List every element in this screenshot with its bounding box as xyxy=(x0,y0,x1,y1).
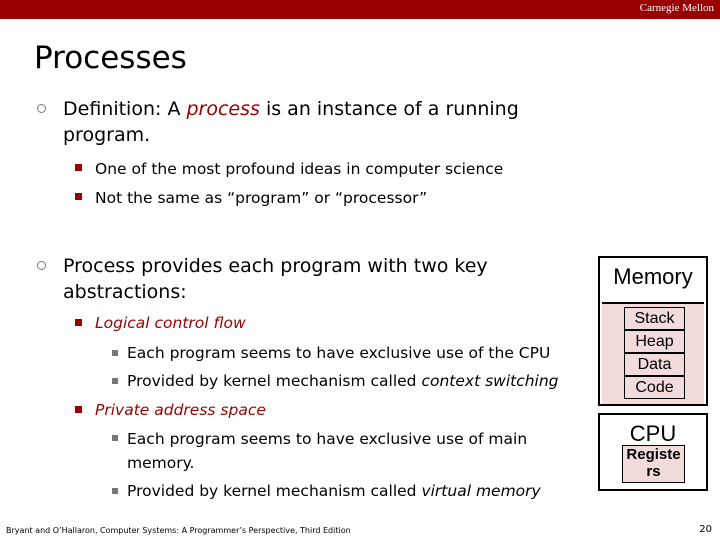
definition-suffix: is an instance of a running program. xyxy=(63,98,519,146)
bullet-ring-icon xyxy=(37,104,46,113)
definition-sub-2: Not the same as “program” or “processor” xyxy=(95,189,428,207)
logical-control-flow-label: Logical control flow xyxy=(95,314,246,332)
square-bullet-icon xyxy=(75,319,82,326)
bullet-definition xyxy=(63,96,563,148)
header-bar xyxy=(0,0,720,19)
square-bullet-icon xyxy=(75,193,82,200)
slide-title: Processes xyxy=(34,40,187,76)
address-space-area xyxy=(602,302,704,404)
cpu-box xyxy=(598,413,708,491)
small-square-bullet-icon xyxy=(112,435,118,441)
page-number: 20 xyxy=(699,524,712,535)
small-square-bullet-icon xyxy=(112,378,118,384)
definition-prefix: Definition: A xyxy=(63,98,187,120)
address-space-item-2-text: Provided by kernel mechanism called xyxy=(127,482,422,500)
control-flow-item-2 xyxy=(127,369,559,393)
memory-box xyxy=(598,256,708,406)
address-space-item-1 xyxy=(127,427,557,475)
small-square-bullet-icon xyxy=(112,350,118,356)
private-address-space-label: Private address space xyxy=(95,401,266,419)
code-segment: Code xyxy=(624,376,685,399)
cpu-label: CPU xyxy=(629,421,677,446)
control-flow-item-2-emph: context switching xyxy=(421,372,559,390)
footer-citation: Bryant and O’Hallaron, Computer Systems: A Programmer’s Perspective, Third Edition xyxy=(6,526,351,535)
definition-sub-1: One of the most profound ideas in computer science xyxy=(95,160,504,178)
control-flow-item-2-text: Provided by kernel mechanism called xyxy=(127,372,422,390)
address-space-item-2-emph: virtual memory xyxy=(421,482,541,500)
definition-emphasis: process xyxy=(186,98,260,120)
registers-label: Registe rs xyxy=(626,446,681,480)
memory-label: Memory xyxy=(613,264,693,289)
bullet-abstractions: Process provides each program with two key abstractions: xyxy=(63,255,488,303)
data-segment: Data xyxy=(624,353,685,376)
control-flow-item-1-text: Each program seems to have exclusive use of the CPU xyxy=(127,344,551,362)
stack-segment: Stack xyxy=(624,307,685,330)
brand-label: Carnegie Mellon xyxy=(639,2,714,14)
square-bullet-icon xyxy=(75,406,82,413)
control-flow-item-1 xyxy=(127,341,550,365)
registers-box xyxy=(622,445,685,483)
heap-segment: Heap xyxy=(624,330,685,353)
address-space-item-2 xyxy=(127,479,541,503)
address-space-item-1-text: Each program seems to have exclusive use of main memory. xyxy=(127,430,528,472)
bullet-ring-icon xyxy=(37,261,46,270)
small-square-bullet-icon xyxy=(112,488,118,494)
square-bullet-icon xyxy=(75,164,82,171)
